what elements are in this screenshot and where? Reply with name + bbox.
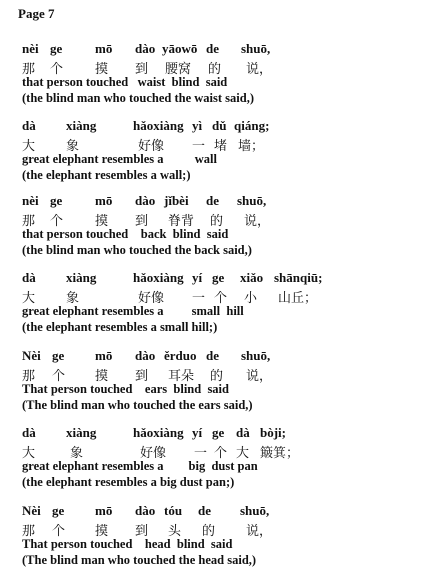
hanzi-word: 大 [236,446,250,461]
hanzi-word: 说， [246,62,273,77]
translation-line: (the blind man who touched the waist said,) [22,91,254,105]
hanzi-word: 大 [22,139,36,154]
pinyin-word: hǎoxiàng [133,270,184,285]
hanzi-word: 摸 [95,62,109,77]
pinyin-line [22,270,417,287]
hanzi-word: 那 [22,214,36,229]
gloss-line: That person touched head blind said [22,537,233,551]
hanzi-word: 说， [246,369,273,384]
pinyin-word: de [206,193,219,208]
pinyin-word: ěrduo [164,348,197,363]
pinyin-word: tóu [164,503,183,518]
hanzi-word: 那 [22,62,36,77]
translation-line: (The blind man who touched the ears said,) [22,398,253,412]
hanzi-word: 说， [246,524,273,539]
hanzi-word: 摸 [95,369,109,384]
hanzi-word: 耳朵 [168,369,195,384]
hanzi-word: 个 [50,62,64,77]
pinyin-word: yí [192,270,203,285]
hanzi-word: 一 [194,446,208,461]
pinyin-line [22,425,417,442]
hanzi-line [22,365,417,382]
hanzi-word: 那 [22,524,36,539]
hanzi-word: 墙； [238,139,265,154]
pinyin-word: dào [135,503,156,518]
pinyin-word: ge [52,348,65,363]
hanzi-word: 个 [52,369,66,384]
hanzi-word: 到 [135,62,149,77]
hanzi-word: 脊背 [168,214,195,229]
hanzi-word: 好像 [138,291,165,306]
hanzi-line [22,210,417,227]
hanzi-word: 小 [244,291,258,306]
hanzi-word: 堵 [214,139,228,154]
pinyin-word: jǐbèi [164,193,189,208]
pinyin-word: de [206,41,219,56]
pinyin-word: dà [22,270,36,285]
stanza-7 [22,503,417,569]
pinyin-line [22,348,417,365]
pinyin-word: qiáng; [234,118,270,133]
stanza-3 [22,193,417,259]
pinyin-line [22,193,417,210]
hanzi-word: 个 [214,291,228,306]
pinyin-word: xiàng [66,270,97,285]
pinyin-word: ge [212,270,225,285]
stanza-1 [22,41,417,107]
hanzi-word: 到 [135,369,149,384]
pinyin-word: Nèi [22,503,41,518]
pinyin-word: xiǎo [240,270,264,285]
gloss-line: great elephant resembles a wall [22,152,218,166]
translation-line: (the elephant resembles a big dust pan;) [22,475,235,489]
stanza-4 [22,270,417,336]
hanzi-word: 那 [22,369,36,384]
hanzi-line [22,442,417,459]
pinyin-word: dào [135,193,156,208]
pinyin-word: dǔ [212,118,227,133]
pinyin-word: ge [212,425,225,440]
hanzi-word: 的 [208,62,222,77]
pinyin-word: shānqiū; [274,270,323,285]
stanza-2 [22,118,417,184]
hanzi-word: 一 [192,139,206,154]
pinyin-word: ge [50,193,63,208]
hanzi-word: 象 [66,291,80,306]
hanzi-line [22,135,417,152]
hanzi-line [22,520,417,537]
gloss-line: that person touched back blind said [22,227,229,241]
hanzi-word: 的 [210,369,224,384]
pinyin-word: nèi [22,41,39,56]
pinyin-word: yì [192,118,203,133]
pinyin-word: mō [95,503,113,518]
hanzi-word: 说， [244,214,271,229]
hanzi-word: 到 [135,214,149,229]
hanzi-word: 摸 [95,524,109,539]
translation-line: (the elephant resembles a small hill;) [22,320,218,334]
pinyin-word: hǎoxiàng [133,118,184,133]
pinyin-word: shuō, [240,503,270,518]
hanzi-word: 一 [192,291,206,306]
pinyin-word: dà [22,425,36,440]
pinyin-word: de [198,503,211,518]
pinyin-word: Nèi [22,348,41,363]
gloss-line: great elephant resembles a big dust pan [22,459,258,473]
pinyin-word: yāowō [162,41,198,56]
translation-line: (the blind man who touched the back said,) [22,243,252,257]
pinyin-word: shuō, [237,193,267,208]
pinyin-word: de [206,348,219,363]
pinyin-word: mō [95,193,113,208]
stanza-6 [22,425,417,491]
hanzi-line [22,287,417,304]
hanzi-word: 个 [50,214,64,229]
pinyin-line [22,118,417,135]
gloss-line: great elephant resembles a small hill [22,304,244,318]
hanzi-word: 的 [210,214,224,229]
pinyin-word: dào [135,348,156,363]
hanzi-word: 的 [202,524,216,539]
hanzi-word: 头 [168,524,182,539]
pinyin-word: shuō, [241,41,271,56]
hanzi-word: 腰窝 [165,62,192,77]
stanza-5 [22,348,417,414]
page-number: Page 7 [18,6,55,21]
pinyin-word: ge [50,41,63,56]
pinyin-word: nèi [22,193,39,208]
hanzi-word: 个 [214,446,228,461]
pinyin-word: ge [52,503,65,518]
pinyin-word: hǎoxiàng [133,425,184,440]
hanzi-word: 大 [22,446,36,461]
pinyin-word: xiàng [66,425,97,440]
hanzi-word: 簸箕； [260,446,300,461]
gloss-line: That person touched ears blind said [22,382,229,396]
gloss-line: that person touched waist blind said [22,75,228,89]
hanzi-word: 象 [66,139,80,154]
pinyin-word: dà [22,118,36,133]
pinyin-word: bòji; [260,425,286,440]
hanzi-word: 摸 [95,214,109,229]
pinyin-word: dà [236,425,250,440]
pinyin-word: dào [135,41,156,56]
pinyin-word: xiàng [66,118,97,133]
pinyin-line [22,503,417,520]
hanzi-word: 山丘； [278,291,318,306]
hanzi-word: 到 [135,524,149,539]
translation-line: (the elephant resembles a wall;) [22,168,191,182]
pinyin-word: yí [192,425,203,440]
hanzi-word: 大 [22,291,36,306]
hanzi-word: 象 [70,446,84,461]
hanzi-word: 好像 [140,446,167,461]
pinyin-word: mō [95,41,113,56]
pinyin-word: shuō, [241,348,271,363]
hanzi-word: 个 [52,524,66,539]
hanzi-line [22,58,417,75]
pinyin-word: mō [95,348,113,363]
translation-line: (The blind man who touched the head said,) [22,553,257,567]
hanzi-word: 好像 [138,139,165,154]
pinyin-line [22,41,417,58]
